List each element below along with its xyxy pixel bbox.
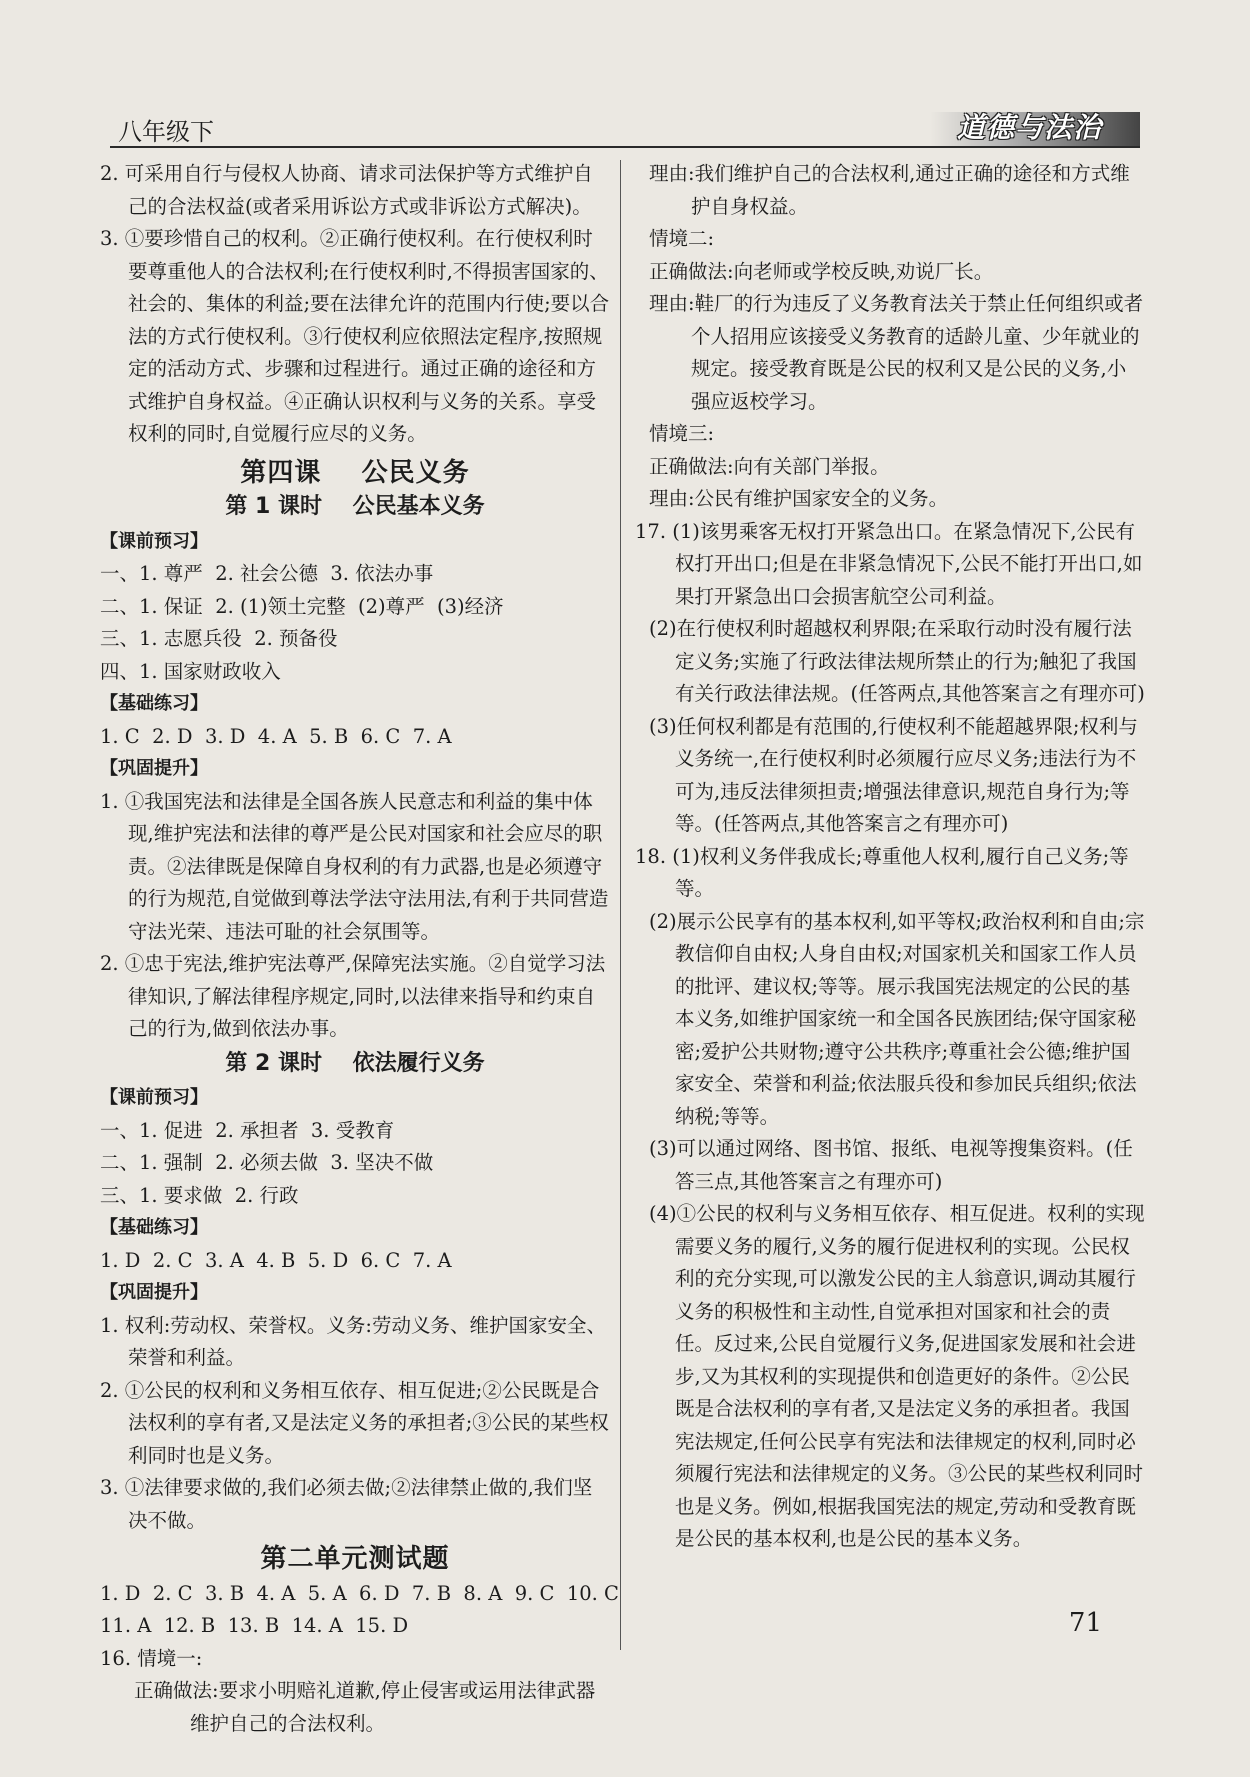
q18-part: 18. (1)权利义务伴我成长;尊重他人权利,履行自己义务;等等。 [635, 844, 1129, 900]
improve-answer: 1. ①我国宪法和法律是全国各族人民意志和利益的集中体现,维护宪法和法律的尊严是公民对国家和社会应尽的职责。②法律既是保障自身权利的有力武器,也是必须遵守的行为规范,自觉做到尊法学法守法用法,有利于共同营造守法光荣、违法可耻的社会氛围等。 [100, 789, 609, 943]
basic-label: 【基础练习】 [100, 693, 208, 714]
q17-part: (3)任何权利都是有范围的,行使权利不能超越界限;权利与义务统一,在行使权利时必须履行应尽义务;违法行为不可为,违反法律须担责;增强法律意识,规范自身行为;等等。(任答两点,其他答案言之有理亦可) [649, 714, 1138, 835]
q16-s2-practice: 正确做法:向老师或学校反映,劝说厂长。 [649, 259, 994, 283]
pre-item: 一、1. 促进 2. 承担者 3. 受教育 [100, 1118, 395, 1142]
q18-part: (2)展示公民享有的基本权利,如平等权;政治权利和自由;宗教信仰自由权;人身自由权;对国家机关和国家工作人员的批评、建议权;等等。展示我国宪法规定的公民的基本义务,如维护国家统一和全国各民族团结;保守国家秘密;爱护公共财物;遵守公共秩序;尊重社会公德;维护国家安全、荣誉和利益;依法服兵役和参加民兵组织;依法纳税;等等。 [649, 909, 1145, 1128]
section-title-1: 第 1 课时 公民基本义务 [225, 494, 485, 519]
q16-s2-label: 情境二: [649, 227, 715, 250]
basic-answers: 1. D 2. C 3. A 4. B 5. D 6. C 7. A [100, 1248, 452, 1272]
pre-item: 三、1. 要求做 2. 行政 [100, 1183, 299, 1207]
unit-answers: 11. A 12. B 13. B 14. A 15. D [100, 1614, 409, 1637]
unit-answers: 1. D 2. C 3. B 4. A 5. A 6. D 7. B 8. A 9. C 10. C [100, 1581, 619, 1605]
improve-answer: 2. ①公民的权利和义务相互依存、相互促进;②公民既是合法权利的享有者,又是法定义务的承担者;③公民的某些权利同时也是义务。 [100, 1378, 609, 1467]
q16-s2-reason: 理由:鞋厂的行为违反了义务教育法关于禁止任何组织或者个人招用应该接受义务教育的适龄儿童、少年就业的规定。接受教育既是公民的权利又是公民的义务,小强应返校学习。 [649, 292, 1144, 413]
header-rule [110, 146, 1140, 148]
q16-s3-label: 情境三: [649, 422, 715, 445]
improve-answer: 2. ①忠于宪法,维护宪法尊严,保障宪法实施。②自觉学习法律知识,了解法律程序规定,同时,以法律来指导和约束自己的行为,做到依法办事。 [100, 952, 606, 1040]
header-subject: 道德与法治 [956, 111, 1102, 144]
improve-answer: 1. 权利:劳动权、荣誉权。义务:劳动义务、维护国家安全、荣誉和利益。 [100, 1313, 606, 1369]
lesson-title: 第四课 公民义务 [240, 457, 470, 488]
q16-s3-reason: 理由:公民有维护国家安全的义务。 [649, 487, 949, 510]
page-number: 71 [1068, 1608, 1102, 1638]
q18-part: (4)①公民的权利与义务相互依存、相互促进。权利的实现需要义务的履行,义务的履行促进权利的实现。公民权利的充分实现,可以激发公民的主人翁意识,调动其履行义务的积极性和主动性,自觉承担对国家和社会的责任。反过来,公民自觉履行义务,促进国家发展和社会进步,又为其权利的实现提供和创造更好的条件。②公民既是合法权利的享有者,又是法定义务的承担者。我国宪法规定,任何公民享有宪法和法律规定的权利,同时必须履行宪法和法律规定的义务。③公民的某些权利同时也是义务。例如,根据我国宪法的规定,劳动和受教育既是公民的基本权利,也是公民的基本义务。 [649, 1202, 1145, 1550]
column-divider [620, 160, 621, 1650]
improve-label: 【巩固提升】 [100, 1282, 208, 1303]
q18-part: (3)可以通过网络、图书馆、报纸、电视等搜集资料。(任答三点,其他答案言之有理亦可) [649, 1137, 1133, 1193]
q17-part: 17. (1)该男乘客无权打开紧急出口。在紧急情况下,公民有权打开出口;但是在非紧急情况下,公民不能打开出口,如果打开紧急出口会损害航空公司利益。 [635, 519, 1143, 608]
pre-item: 二、1. 强制 2. 必须去做 3. 坚决不做 [100, 1151, 434, 1174]
unit-test-title: 第二单元测试题 [260, 1544, 450, 1574]
header-grade: 八年级下 [118, 118, 214, 146]
answer-2: 2. 可采用自行与侵权人协商、请求司法保护等方式维护自己的合法权益(或者采用诉讼方式或非诉讼方式解决)。 [100, 162, 593, 218]
pre-study-label: 【课前预习】 [100, 530, 208, 552]
basic-answers: 1. C 2. D 3. D 4. A 5. B 6. C 7. A [100, 724, 452, 748]
q16-s1-reason: 理由:我们维护自己的合法权利,通过正确的途径和方式维护自身权益。 [649, 162, 1130, 218]
improve-answer: 3. ①法律要求做的,我们必须去做;②法律禁止做的,我们坚决不做。 [100, 1476, 593, 1532]
answer-3: 3. ①要珍惜自己的权利。②正确行使权利。在行使权利时要尊重他人的合法权利;在行使权利时,不得损害国家的、社会的、集体的利益;要在法律允许的范围内行使;要以合法的方式行使权利。③行使权利应依照法定程序,按照规定的活动方式、步骤和过程进行。通过正确的途径和方式维护自身权益。④正确认识权利与义务的关系。享受权利的同时,自觉履行应尽的义务。 [100, 227, 610, 445]
pre-study-label: 【课前预习】 [100, 1087, 208, 1108]
pre-item: 三、1. 志愿兵役 2. 预备役 [100, 627, 338, 650]
section-title-2: 第 2 课时 依法履行义务 [225, 1050, 485, 1076]
q17-part: (2)在行使权利时超越权利界限;在采取行动时没有履行法定义务;实施了行政法律法规所禁止的行为;触犯了我国有关行政法律法规。(任答两点,其他答案言之有理亦可) [649, 617, 1145, 705]
pre-item: 一、1. 尊严 2. 社会公德 3. 依法办事 [100, 562, 434, 585]
pre-item: 二、1. 保证 2. (1)领土完整 (2)尊严 (3)经济 [100, 594, 504, 618]
left-column [100, 158, 619, 1740]
improve-label: 【巩固提升】 [100, 758, 208, 779]
q16-s1-practice: 正确做法:要求小明赔礼道歉,停止侵害或运用法律武器维护自己的合法权利。 [134, 1679, 596, 1735]
q16-head: 16. 情境一: [100, 1646, 203, 1670]
basic-label: 【基础练习】 [100, 1217, 208, 1238]
pre-item: 四、1. 国家财政收入 [100, 659, 281, 683]
right-column [635, 158, 1145, 1556]
q16-s3-practice: 正确做法:向有关部门举报。 [649, 454, 890, 478]
